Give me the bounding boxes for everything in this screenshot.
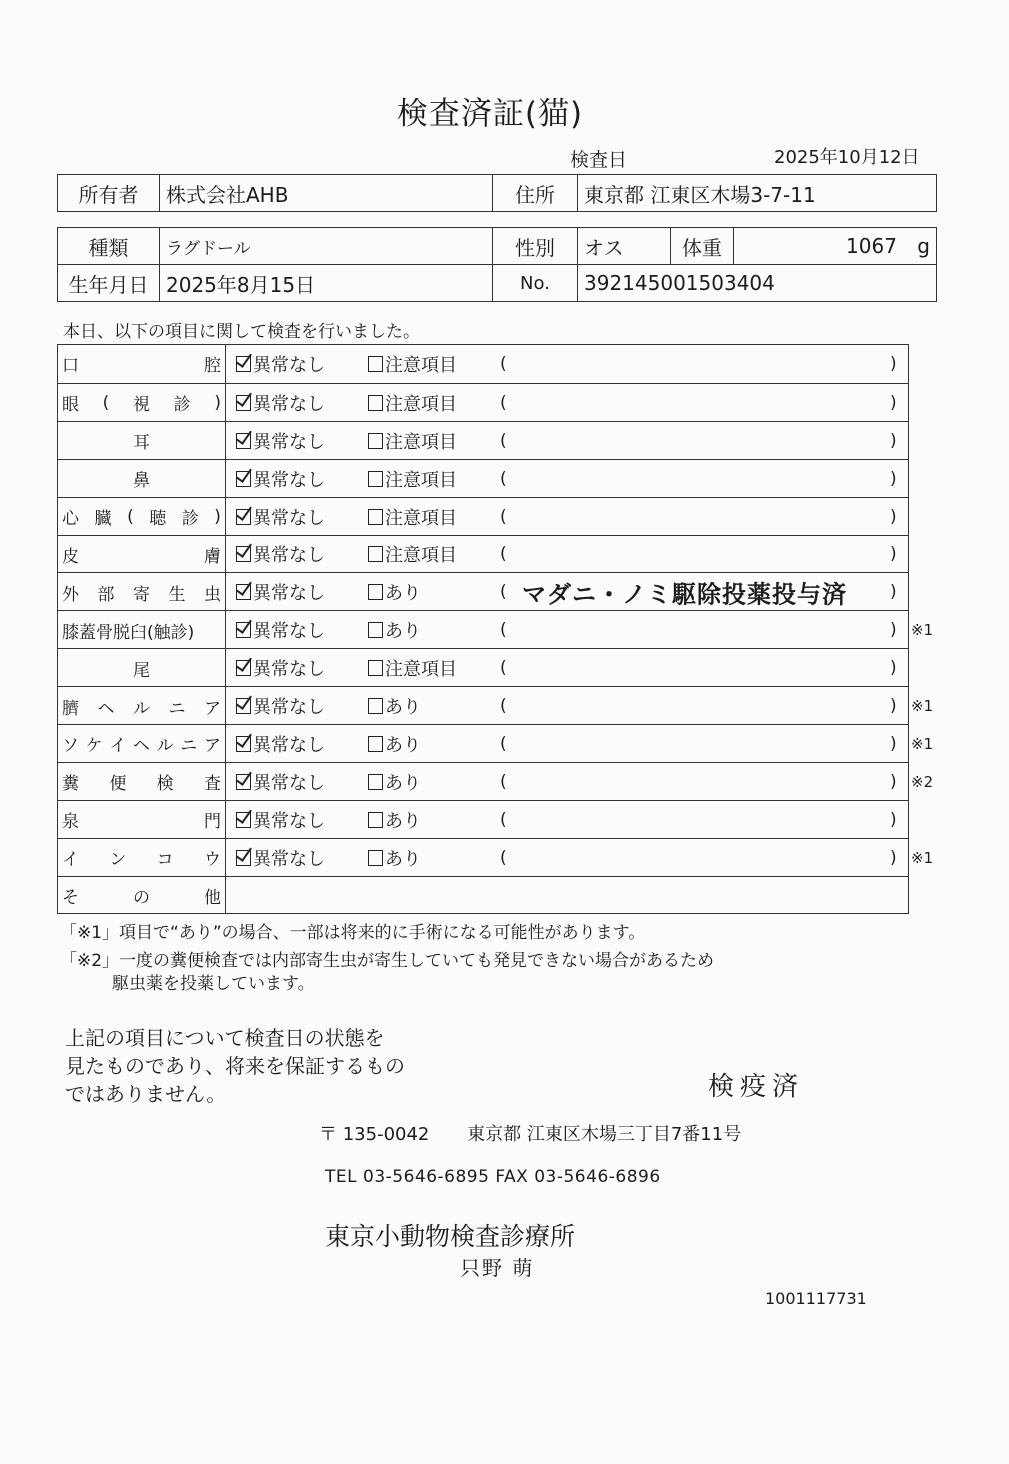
open-paren: ( — [500, 392, 507, 413]
finding-option-label: あり — [385, 772, 421, 794]
close-paren: ) — [890, 658, 897, 679]
label-char: ソ — [62, 736, 79, 757]
finding-option-label: 注意項目 — [385, 354, 457, 376]
finding-option-label: 注意項目 — [385, 393, 457, 415]
exam-row-label — [58, 649, 226, 687]
weight-field — [734, 228, 937, 265]
label-char: ) — [214, 506, 221, 527]
normal-option[interactable] — [236, 807, 325, 833]
normal-option[interactable] — [236, 504, 325, 530]
exam-row-label — [58, 536, 226, 574]
finding-option[interactable] — [368, 428, 457, 454]
contact-numbers: TEL 03-5646-6895 FAX 03-5646-6896 — [325, 1167, 661, 1187]
checkbox-icon[interactable] — [368, 584, 383, 600]
label-char: ウ — [203, 850, 221, 871]
label-char: の — [133, 888, 150, 909]
label-char: ) — [214, 392, 221, 413]
exam-date-value: 2025年10月12日 — [774, 147, 920, 168]
exam-row-label — [58, 877, 226, 915]
birth-label: 生年月日 — [58, 265, 160, 302]
exam-row — [58, 724, 934, 763]
checkbox-icon[interactable] — [368, 774, 383, 790]
exam-row — [58, 497, 908, 536]
weight-label: 体重 — [671, 228, 734, 265]
finding-option-label: あり — [385, 848, 421, 870]
exam-row — [58, 572, 908, 611]
finding-option-label: 注意項目 — [385, 507, 457, 529]
checked-checkbox-icon[interactable] — [236, 850, 251, 866]
finding-note: マダニ・ノミ駆除投薬投与済 — [522, 580, 847, 609]
label-char: 診 — [173, 395, 191, 416]
label-char: ケ — [85, 736, 103, 757]
exam-date-label: 検査日 — [570, 149, 628, 171]
exam-row — [58, 686, 934, 725]
label-char: ヘ — [97, 698, 115, 719]
finding-option[interactable] — [368, 693, 421, 719]
label-char: 視 — [132, 395, 150, 416]
footnote-mark: ※1 — [911, 697, 934, 716]
normal-option[interactable] — [236, 541, 325, 567]
checkbox-icon[interactable] — [368, 660, 383, 676]
exam-row — [58, 421, 908, 460]
normal-option[interactable] — [236, 845, 325, 871]
finding-option-label: あり — [385, 810, 421, 832]
normal-option-label: 異常なし — [253, 810, 325, 832]
finding-option[interactable] — [368, 466, 457, 492]
label-char: イ — [109, 736, 127, 757]
normal-option-label: 異常なし — [253, 393, 325, 415]
pet-table — [57, 227, 937, 302]
label-char: 膚 — [204, 546, 221, 567]
label-char: 便 — [109, 774, 127, 795]
footnote-2: 「※2」一度の糞便検査では内部寄生虫が寄生していても発見できない場合があるため — [60, 951, 715, 971]
label-char: 鼻 — [133, 471, 150, 492]
open-paren: ( — [500, 733, 507, 754]
normal-option-label: 異常なし — [253, 848, 325, 870]
weight-value: 1067 — [846, 234, 897, 258]
label-char: 虫 — [204, 584, 221, 605]
checkbox-icon[interactable] — [368, 546, 383, 562]
label-char: コ — [156, 850, 174, 871]
checkbox-icon[interactable] — [368, 471, 383, 487]
quarantine-stamp: 検疫済 — [708, 1072, 805, 1102]
label-char: 皮 — [62, 546, 79, 567]
normal-option[interactable] — [236, 466, 325, 492]
finding-option-label: 注意項目 — [385, 469, 457, 491]
finding-option[interactable] — [368, 579, 421, 605]
open-paren: ( — [500, 506, 507, 527]
exam-row-label — [58, 801, 226, 839]
open-paren: ( — [500, 353, 507, 374]
label-char: そ — [62, 888, 79, 909]
close-paren: ) — [890, 733, 897, 754]
exam-row-label — [58, 687, 226, 725]
normal-option-label: 異常なし — [253, 734, 325, 756]
exam-row — [58, 535, 908, 574]
clinic-address — [319, 1120, 741, 1146]
checked-checkbox-icon[interactable] — [236, 622, 251, 638]
close-paren: ) — [890, 468, 897, 489]
finding-option[interactable] — [368, 390, 457, 416]
label-char: ン — [109, 850, 127, 871]
finding-option-label: 注意項目 — [385, 545, 457, 567]
normal-option-label: 異常なし — [253, 697, 325, 719]
open-paren: ( — [500, 582, 507, 603]
finding-option-label: あり — [385, 583, 421, 605]
exam-row-label — [58, 345, 226, 383]
breed-value: ラグドール — [160, 228, 493, 265]
open-paren: ( — [500, 696, 507, 717]
label-char: 査 — [203, 774, 221, 795]
exam-row — [58, 838, 934, 877]
label-char: イ — [62, 850, 79, 871]
clinic-name: 東京小動物検査診療所 — [325, 1222, 576, 1251]
open-paren: ( — [500, 658, 507, 679]
checked-checkbox-icon[interactable] — [236, 736, 251, 752]
label-char: ル — [133, 698, 150, 719]
exam-row — [58, 800, 908, 839]
exam-row-label — [58, 422, 226, 460]
checked-checkbox-icon[interactable] — [236, 774, 251, 790]
disclaimer: 上記の項目について検査日の状態を 見たものであり、将来を保証するもの ではありません。 — [65, 1026, 405, 1106]
exam-row-label — [58, 384, 226, 422]
label-char: 心 — [62, 509, 79, 530]
close-paren: ) — [890, 430, 897, 451]
footnote-mark: ※1 — [911, 734, 934, 753]
finding-option-label: 注意項目 — [385, 659, 457, 681]
label-char: 臓 — [94, 509, 112, 530]
normal-option-label: 異常なし — [253, 507, 325, 529]
label-char: 膝蓋骨脱臼(触診) — [62, 622, 195, 643]
close-paren: ) — [890, 506, 897, 527]
label-char: ( — [102, 392, 110, 413]
postal-code: 〒 135-0042 — [319, 1124, 430, 1145]
checked-checkbox-icon[interactable] — [236, 433, 251, 449]
normal-option-label: 異常なし — [253, 545, 325, 567]
label-char: 他 — [204, 888, 221, 909]
normal-option[interactable] — [236, 731, 325, 757]
checkbox-icon[interactable] — [368, 698, 383, 714]
normal-option-label: 異常なし — [253, 621, 325, 643]
label-char: ( — [127, 506, 134, 527]
finding-option[interactable] — [368, 845, 421, 871]
exam-row-label — [58, 611, 226, 649]
close-paren: ) — [890, 353, 897, 374]
checkbox-icon[interactable] — [368, 433, 383, 449]
normal-option[interactable] — [236, 769, 325, 795]
exam-row-label — [58, 573, 226, 611]
checked-checkbox-icon[interactable] — [236, 698, 251, 714]
exam-row — [58, 762, 934, 801]
footnote-2-cont: 駆虫薬を投薬しています。 — [112, 974, 315, 994]
owner-value: 株式会社AHB — [160, 175, 493, 212]
normal-option-label: 異常なし — [253, 772, 325, 794]
exam-row — [58, 383, 908, 422]
label-char: 口 — [62, 356, 79, 377]
exam-items-table — [57, 344, 934, 914]
checked-checkbox-icon[interactable] — [236, 584, 251, 600]
sex-label: 性別 — [493, 228, 578, 265]
checked-checkbox-icon[interactable] — [236, 509, 251, 525]
sex-value: オス — [578, 228, 671, 265]
label-char: ニ — [180, 736, 198, 757]
close-paren: ) — [890, 771, 897, 792]
footnote-mark: ※1 — [911, 848, 934, 867]
normal-option[interactable] — [236, 579, 325, 605]
finding-option[interactable] — [368, 655, 457, 681]
serial-number: 1001117731 — [765, 1289, 867, 1308]
owner-label: 所有者 — [58, 175, 160, 212]
exam-row-label — [58, 725, 226, 763]
label-char: 糞 — [62, 774, 79, 795]
no-label: No. — [493, 265, 578, 302]
label-char: ヘ — [132, 736, 150, 757]
normal-option-label: 異常なし — [253, 431, 325, 453]
normal-option-label: 異常なし — [253, 354, 325, 376]
finding-option-label: あり — [385, 697, 421, 719]
normal-option[interactable] — [236, 428, 325, 454]
label-char: ア — [204, 698, 221, 719]
checked-checkbox-icon[interactable] — [236, 812, 251, 828]
finding-option[interactable] — [368, 769, 421, 795]
label-char: 耳 — [133, 433, 150, 454]
normal-option[interactable] — [236, 617, 325, 643]
label-char: 検 — [156, 774, 174, 795]
examiner-name: 只野 萌 — [460, 1256, 535, 1280]
footnote-1: 「※1」項目で“あり”の場合、一部は将来的に手術になる可能性があります。 — [60, 923, 646, 943]
checkbox-icon[interactable] — [368, 736, 383, 752]
finding-option-label: あり — [385, 734, 421, 756]
finding-option[interactable] — [368, 541, 457, 567]
normal-option[interactable] — [236, 351, 325, 377]
no-value: 392145001503404 — [578, 265, 937, 302]
close-paren: ) — [890, 809, 897, 830]
owner-table — [57, 174, 937, 212]
page-title: 検査済証(猫) — [396, 96, 584, 132]
checked-checkbox-icon[interactable] — [236, 546, 251, 562]
label-char: 臍 — [62, 698, 79, 719]
label-char: 聴 — [149, 509, 167, 530]
checkbox-icon[interactable] — [368, 509, 383, 525]
finding-option[interactable] — [368, 504, 457, 530]
close-paren: ) — [890, 620, 897, 641]
checkbox-icon[interactable] — [368, 622, 383, 638]
label-char: 部 — [97, 584, 115, 605]
address-label: 住所 — [493, 175, 578, 212]
finding-option[interactable] — [368, 617, 421, 643]
label-char: 腔 — [204, 356, 221, 377]
exam-row — [58, 648, 908, 687]
label-char: 寄 — [133, 584, 150, 605]
weight-unit: g — [917, 234, 930, 258]
exam-row — [58, 345, 908, 383]
street-address: 東京都 江東区木場三丁目7番11号 — [467, 1124, 742, 1145]
exam-row-label — [58, 839, 226, 877]
breed-label: 種類 — [58, 228, 160, 265]
finding-option[interactable] — [368, 731, 421, 757]
finding-option[interactable] — [368, 807, 421, 833]
finding-option-label: あり — [385, 621, 421, 643]
finding-option[interactable] — [368, 351, 457, 377]
finding-option-label: 注意項目 — [385, 431, 457, 453]
exam-row-label — [58, 498, 226, 536]
close-paren: ) — [890, 392, 897, 413]
label-char: 尾 — [133, 660, 150, 681]
open-paren: ( — [500, 809, 507, 830]
normal-option-label: 異常なし — [253, 583, 325, 605]
normal-option[interactable] — [236, 390, 325, 416]
exam-row — [58, 459, 908, 498]
open-paren: ( — [500, 468, 507, 489]
label-char: 外 — [62, 584, 79, 605]
open-paren: ( — [500, 771, 507, 792]
address-value: 東京都 江東区木場3-7-11 — [578, 175, 937, 212]
open-paren: ( — [500, 620, 507, 641]
close-paren: ) — [890, 696, 897, 717]
checkbox-icon[interactable] — [368, 812, 383, 828]
label-char: ニ — [168, 698, 186, 719]
label-char: 診 — [181, 509, 199, 530]
label-char: 泉 — [62, 812, 79, 833]
intro-text: 本日、以下の項目に関して検査を行いました。 — [63, 322, 420, 342]
label-char: 眼 — [62, 395, 79, 416]
checked-checkbox-icon[interactable] — [236, 395, 251, 411]
exam-row — [58, 876, 908, 915]
close-paren: ) — [890, 544, 897, 565]
normal-option-label: 異常なし — [253, 469, 325, 491]
checkbox-icon[interactable] — [368, 395, 383, 411]
exam-row — [58, 610, 934, 649]
open-paren: ( — [500, 430, 507, 451]
birth-value: 2025年8月15日 — [160, 265, 493, 302]
footnote-mark: ※2 — [911, 772, 934, 791]
open-paren: ( — [500, 847, 507, 868]
checkbox-icon[interactable] — [368, 356, 383, 372]
checked-checkbox-icon[interactable] — [236, 660, 251, 676]
label-char: ル — [156, 736, 174, 757]
normal-option[interactable] — [236, 693, 325, 719]
checked-checkbox-icon[interactable] — [236, 471, 251, 487]
exam-row-label — [58, 460, 226, 498]
close-paren: ) — [890, 582, 897, 603]
label-char: 門 — [204, 812, 221, 833]
open-paren: ( — [500, 544, 507, 565]
exam-row-label — [58, 763, 226, 801]
close-paren: ) — [890, 847, 897, 868]
footnote-mark: ※1 — [911, 621, 934, 640]
checked-checkbox-icon[interactable] — [236, 356, 251, 372]
normal-option-label: 異常なし — [253, 659, 325, 681]
label-char: ア — [203, 736, 221, 757]
checkbox-icon[interactable] — [368, 850, 383, 866]
normal-option[interactable] — [236, 655, 325, 681]
label-char: 生 — [168, 584, 186, 605]
